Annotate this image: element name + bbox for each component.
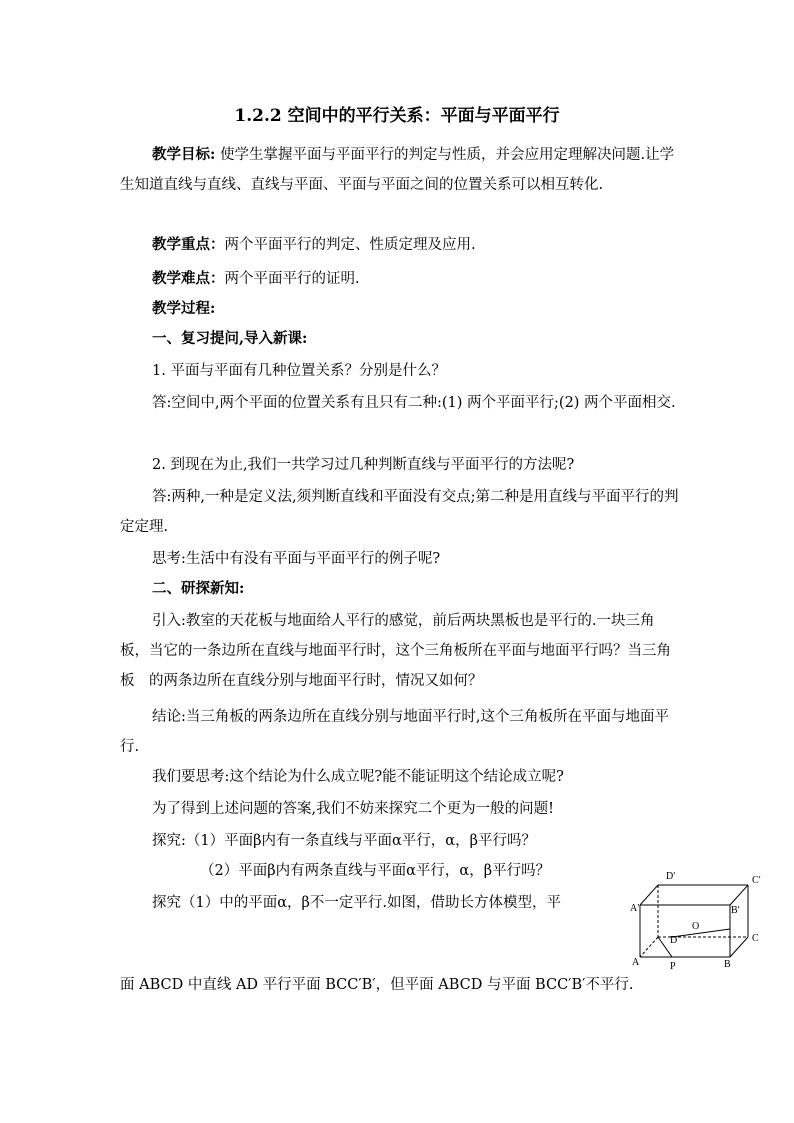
edge-d1a1 — [640, 885, 658, 905]
explore-2: （2）平面β内有两条直线与平面α平行，α，β平行吗？ — [200, 863, 551, 879]
question-2: 2. 到现在为止,我们一共学习过几种判断直线与平面平行的方法呢? — [152, 457, 575, 473]
label-c1: C′ — [752, 875, 761, 886]
explore-answer-line1: 探究（1）中的平面α，β不一定平行.如图，借助长方体模型，平 — [152, 895, 562, 911]
answer-1: 答:空间中,两个平面的位置关系有且只有二种:(1) 两个平面平行;(2) 两个平面相交. — [152, 395, 676, 411]
teaching-goal-text: 使学生掌握平面与平面平行的判定与性质，并会应用定理解决问题.让学生知道直线与直线、直线与平面、平面与平面之间的位置关系可以相互转化. — [120, 147, 675, 193]
edge-da — [640, 937, 658, 957]
answer-2: 答:两种,一种是定义法,须判断直线和平面没有交点;第二种是用直线与平面平行的判定定理. — [120, 489, 679, 535]
edge-c1b1 — [730, 885, 748, 905]
page-title: 1.2.2 空间中的平行关系：平面与平面平行 — [234, 106, 560, 126]
think-2: 我们要思考:这个结论为什么成立呢?能不能证明这个结论成立呢? — [152, 769, 564, 785]
label-b1: B′ — [731, 905, 740, 916]
explore-1: 探究:（1）平面β内有一条直线与平面α平行，α，β平行吗？ — [152, 833, 536, 849]
key-point-text: 两个平面平行的判定、性质定理及应用. — [224, 237, 476, 253]
label-b: B — [724, 959, 731, 970]
difficulty-label: 教学难点： — [152, 270, 225, 287]
teaching-goal — [120, 140, 680, 200]
key-point — [120, 230, 680, 260]
label-d: D — [670, 935, 678, 946]
intro: 引入:教室的天花板与地面给人平行的感觉，前后两块黑板也是平行的.一块三角板，当它的一条边所在直线与地面平行时，这个三角板所在平面与地面平行吗？当三角板 的两条边所在直线分别与地面平行时，情况又如何？ — [120, 613, 671, 689]
difficulty — [120, 264, 680, 294]
think: 思考:生活中有没有平面与平面平行的例子呢? — [152, 551, 441, 567]
label-o: O — [692, 921, 700, 932]
cuboid-figure — [630, 865, 770, 975]
label-a: A — [632, 957, 640, 968]
section2-heading: 二、研探新知: — [152, 580, 245, 597]
difficulty-text: 两个平面平行的证明. — [224, 271, 360, 287]
label-c: C — [752, 933, 759, 944]
label-a1: A′ — [630, 903, 640, 914]
explore-answer-line2: 面 ABCD 中直线 AD 平行平面 BCC′B′，但平面 ABCD 与平面 BCC′B′不平行. — [120, 977, 634, 993]
edge-bc — [730, 937, 748, 957]
section1-heading: 一、复习提问,导入新课: — [152, 330, 308, 347]
label-d1: D′ — [666, 871, 676, 882]
question-1: 1. 平面与平面有几种位置关系？分别是什么？ — [152, 363, 446, 379]
conclusion: 结论:当三角板的两条边所在直线分别与地面平行时,这个三角板所在平面与地面平行. — [120, 709, 669, 755]
teaching-goal-label: 教学目标: — [152, 146, 216, 163]
key-point-label: 教学重点： — [152, 236, 225, 253]
explore-intro: 为了得到上述问题的答案,我们不妨来探究二个更为一般的问题! — [152, 801, 554, 817]
segment-o — [672, 929, 730, 937]
process-label: 教学过程: — [152, 300, 216, 317]
label-p: P — [670, 961, 676, 972]
